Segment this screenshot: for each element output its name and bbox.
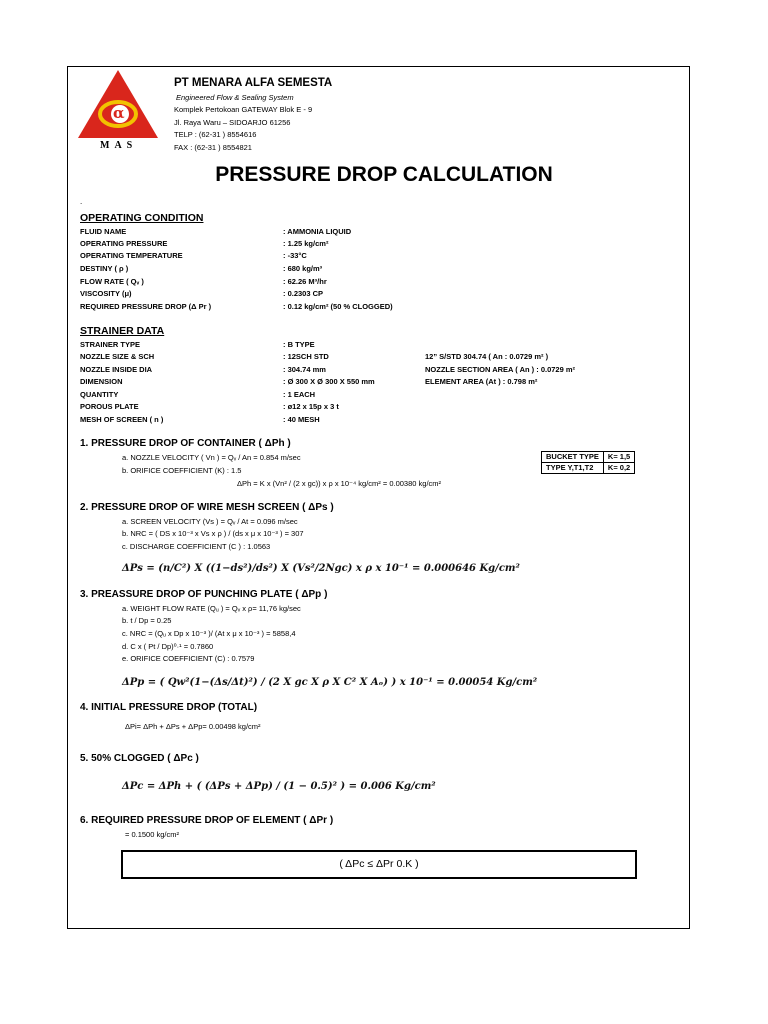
section-1-heading: 1. PRESSURE DROP OF CONTAINER ( ΔPh ) — [80, 438, 291, 449]
conclusion-box — [121, 850, 637, 879]
strainer-value: : Ø 300 X Ø 300 X 550 mm — [283, 377, 375, 386]
company-name: PT MENARA ALFA SEMESTA — [174, 77, 333, 89]
sec3-line-a: a. WEIGHT FLOW RATE (Qᵤ ) = Qᵥ x ρ= 11,76 kg/sec — [122, 604, 301, 613]
op-value: : AMMONIA LIQUID — [283, 227, 352, 236]
op-label: OPERATING TEMPERATURE — [80, 251, 183, 260]
op-value: : -33°C — [283, 251, 307, 260]
section-6-heading: 6. REQUIRED PRESSURE DROP OF ELEMENT ( ΔPr ) — [80, 815, 334, 826]
sec2-line-a: a. SCREEN VELOCITY (Vs ) = Qᵥ / At = 0.096 m/sec — [122, 517, 298, 526]
page-title: PRESSURE DROP CALCULATION — [215, 163, 553, 186]
logo-alpha-glyph: α — [113, 104, 125, 122]
table-cell: K= 0,2 — [603, 463, 634, 474]
op-label: FLUID NAME — [80, 227, 127, 236]
strainer-value: : 1 EACH — [283, 390, 316, 399]
table-row — [542, 463, 635, 474]
op-label: DESTINY ( ρ ) — [80, 264, 129, 273]
strainer-extra: NOZZLE SECTION AREA ( An ) : 0.0729 m² — [425, 365, 576, 374]
table-cell: K= 1,5 — [603, 452, 634, 463]
table-row — [542, 452, 635, 463]
sec2-formula: ΔPs = (n/C²) X ((1−ds²)/ds²) X (Vs²/2Ngc) x ρ x 10⁻¹ = 0.000646 Kg/cm² — [122, 563, 520, 574]
company-tagline: Engineered Flow & Sealing System — [176, 93, 294, 102]
conclusion-text: ( ΔPc ≤ ΔPr 0.K ) — [339, 858, 419, 870]
strainer-label: QUANTITY — [80, 390, 119, 399]
logo-text: MAS — [100, 140, 138, 151]
strainer-data-heading: STRAINER DATA — [80, 325, 165, 337]
k-factor-table — [541, 451, 635, 474]
sec3-line-d: d. C x ( Pt / Dp)⁰·¹ = 0.7860 — [122, 642, 214, 651]
strainer-extra: ELEMENT AREA (At ) : 0.798 m² — [425, 377, 538, 386]
sec2-line-b: b. NRC = ( DS x 10⁻³ x Vs x ρ ) / (ds x μ x 10⁻³ ) = 307 — [122, 529, 304, 538]
sec3-formula: ΔPp = ( Qw²(1−(Δs/Δt)²) / (2 X gc X ρ X C² X Aₒ) ) x 10⁻¹ = 0.00054 Kg/cm² — [122, 677, 538, 688]
strainer-label: MESH OF SCREEN ( n ) — [80, 415, 164, 424]
op-label: REQUIRED PRESSURE DROP (Δ Pr ) — [80, 302, 212, 311]
op-value: : 0.2303 CP — [283, 289, 324, 298]
op-value: : 680 kg/m³ — [283, 264, 323, 273]
strainer-label: POROUS PLATE — [80, 402, 139, 411]
section-3-heading: 3. PREASSURE DROP OF PUNCHING PLATE ( ΔPp ) — [80, 589, 328, 600]
sec2-line-c: c. DISCHARGE COEFFICIENT (C ) : 1.0563 — [122, 542, 271, 551]
strainer-label: STRAINER TYPE — [80, 340, 141, 349]
strainer-extra: 12” S/STD 304.74 ( An : 0.0729 m² ) — [425, 352, 549, 361]
strainer-value: : ø12 x 15p x 3 t — [283, 402, 339, 411]
strainer-label: NOZZLE INSIDE DIA — [80, 365, 153, 374]
op-value: : 62.26 M³/hr — [283, 277, 327, 286]
op-label: VISCOSITY (μ) — [80, 289, 132, 298]
strainer-value: : B TYPE — [283, 340, 315, 349]
strainer-value: : 12SCH STD — [283, 352, 329, 361]
sec3-line-c: c. NRC = (Qᵤ x Dp x 10⁻³ )/ (At x μ x 10⁻³ ) = 5858,4 — [122, 629, 296, 638]
section-2-heading: 2. PRESSURE DROP OF WIRE MESH SCREEN ( ΔPs ) — [80, 502, 334, 513]
op-label: OPERATING PRESSURE — [80, 239, 168, 248]
address-line-1: Komplek Pertokoan GATEWAY Blok E - 9 — [174, 105, 313, 114]
strainer-label: NOZZLE SIZE & SCH — [80, 352, 155, 361]
sec1-line-a: a. NOZZLE VELOCITY ( Vn ) = Qᵥ / An = 0.854 m/sec — [122, 453, 301, 462]
sec3-line-b: b. t / Dp = 0.25 — [122, 616, 172, 625]
document-frame — [67, 66, 690, 929]
table-cell: BUCKET TYPE — [542, 452, 604, 463]
telephone: TELP : (62-31 ) 8554616 — [174, 130, 257, 139]
fax: FAX : (62-31 ) 8554821 — [174, 143, 252, 152]
sec1-result: ΔPh = K x (Vn² / (2 x gc)) x ρ x 10⁻⁴ kg/cm² = 0.00380 kg/cm² — [237, 479, 442, 488]
sec6-line: = 0.1500 kg/cm² — [125, 830, 179, 839]
strainer-label: DIMENSION — [80, 377, 123, 386]
op-value: : 0.12 kg/cm² (50 % CLOGGED) — [283, 302, 393, 311]
section-5-heading: 5. 50% CLOGGED ( ΔPc ) — [80, 753, 199, 764]
sec3-line-e: e. ORIFICE COEFFICIENT (C) : 0.7579 — [122, 654, 255, 663]
sec5-formula: ΔPc = ΔPh + ( (ΔPs + ΔPp) / (1 − 0.5)² ) = 0.006 Kg/cm² — [122, 781, 436, 792]
address-line-2: Jl. Raya Waru – SIDOARJO 61256 — [174, 118, 291, 127]
sec1-line-b: b. ORIFICE COEFFICIENT (K) : 1.5 — [122, 466, 242, 475]
strainer-value: : 40 MESH — [283, 415, 320, 424]
stray-mark: . — [80, 197, 83, 206]
table-cell: TYPE Y,T1,T2 — [542, 463, 604, 474]
section-4-heading: 4. INITIAL PRESSURE DROP (TOTAL) — [80, 702, 258, 713]
op-value: : 1.25 kg/cm² — [283, 239, 329, 248]
sec4-line: ΔPi= ΔPh + ΔPs + ΔPp= 0.00498 kg/cm² — [125, 722, 261, 731]
op-label: FLOW RATE ( Qᵥ ) — [80, 277, 144, 286]
strainer-value: : 304.74 mm — [283, 365, 326, 374]
operating-condition-heading: OPERATING CONDITION — [80, 212, 204, 224]
